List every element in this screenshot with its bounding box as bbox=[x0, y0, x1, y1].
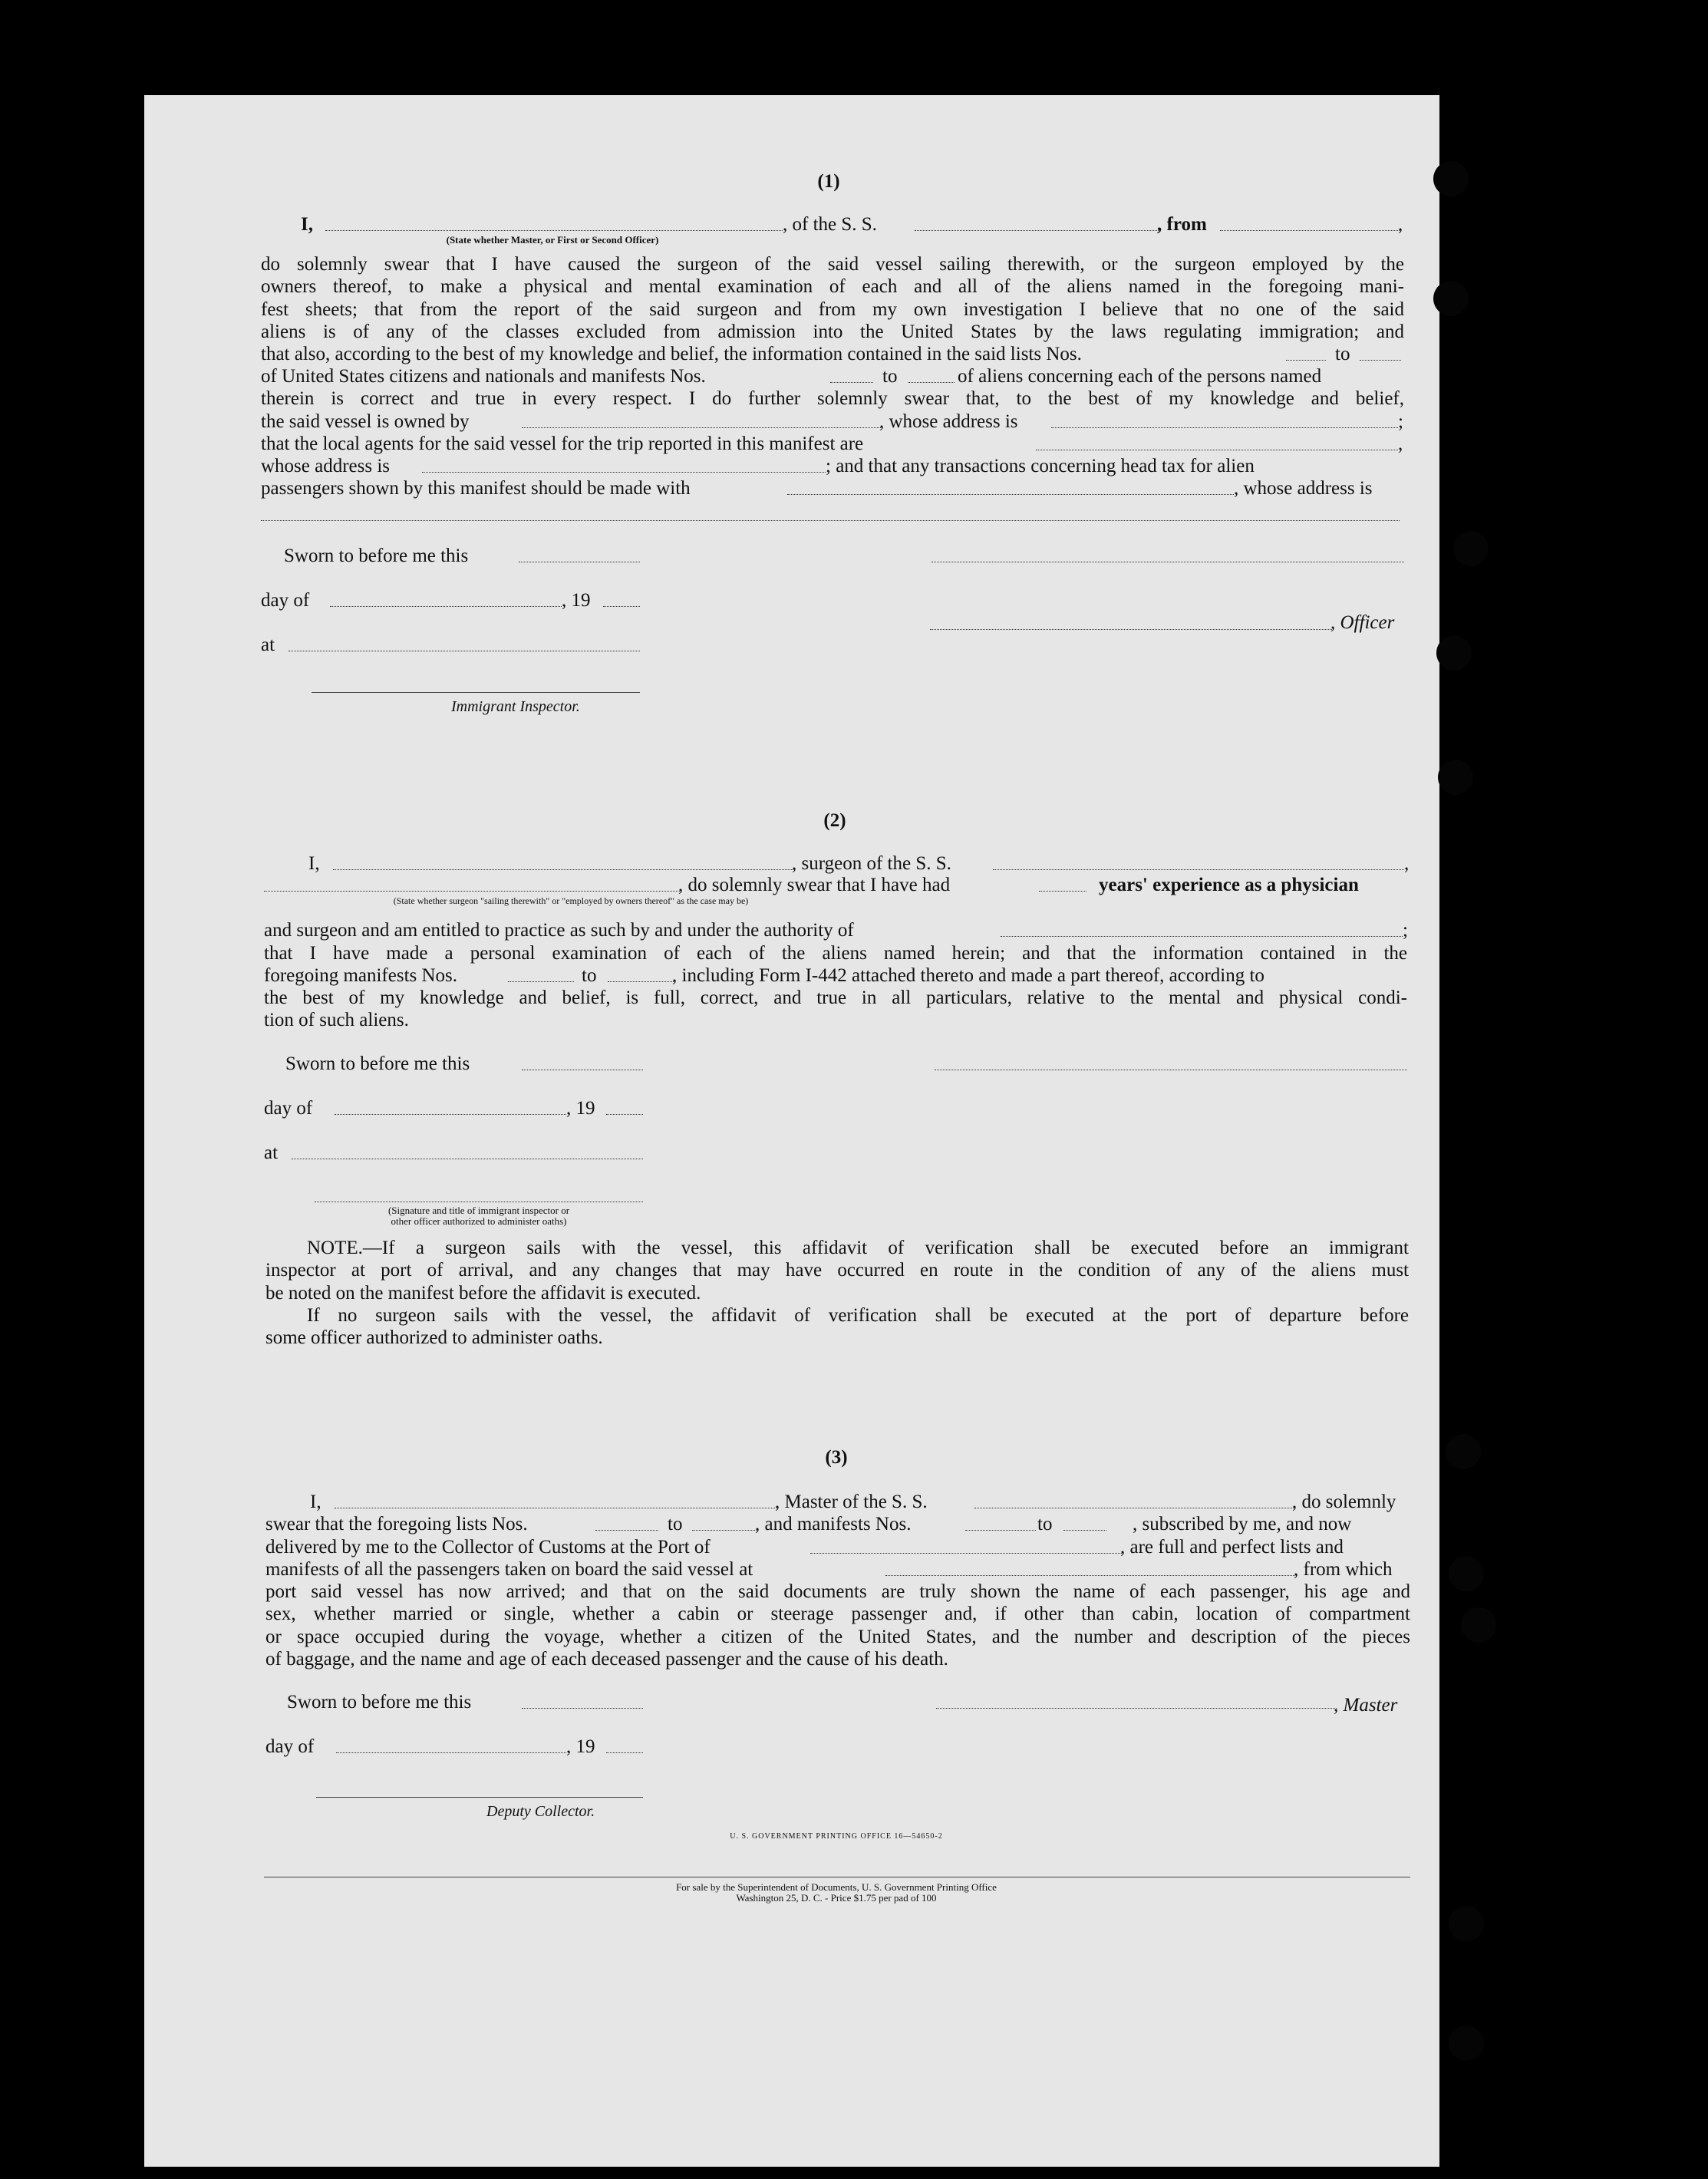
section-3-heading: (3) bbox=[825, 1447, 848, 1468]
s1-body bbox=[261, 253, 1404, 343]
s2-note-line: be noted on the manifest before the affidavit is executed. bbox=[265, 1282, 701, 1304]
s1-year: , 19 bbox=[562, 590, 591, 611]
s2-l2b: years' experience as a physician bbox=[1099, 875, 1359, 895]
s2-years-field[interactable] bbox=[1039, 891, 1086, 892]
s1-l11b: , whose address is bbox=[1234, 478, 1373, 499]
s1-officer-note: (State whether Master, or First or Second Officer) bbox=[446, 234, 659, 246]
s2-note-line: inspector at port of arrival, and any changes that may have occurred en route in the condition of any of the aliens must bbox=[265, 1260, 1409, 1281]
s1-l11a: passengers shown by this manifest should be made with bbox=[261, 478, 691, 499]
s1-lists-to-field[interactable] bbox=[1360, 360, 1401, 361]
s2-note2-line: If no surgeon sails with the vessel, the affidavit of verification shall be executed at the port of departure before bbox=[307, 1305, 1409, 1326]
s2-note-line: NOTE.—If a surgeon sails with the vessel, this affidavit of verification shall be executed before an immigrant bbox=[307, 1238, 1409, 1258]
s3-master-signature-field[interactable] bbox=[936, 1708, 1337, 1709]
s3-l3b: , are full and perfect lists and bbox=[1120, 1537, 1344, 1558]
s1-comma: , bbox=[1398, 214, 1403, 235]
s3-l2e: , subscribed by me, and now bbox=[1133, 1514, 1352, 1535]
s3-port-field[interactable] bbox=[810, 1553, 1122, 1554]
s3-line: or space occupied during the voyage, whether a citizen of the United States, and the number and description of the pieces bbox=[265, 1626, 1410, 1647]
s2-status-note: (State whether surgeon "sailing therewith" or "employed by owners thereof" as the case may be) bbox=[393, 895, 749, 906]
s1-inspector-line bbox=[312, 692, 640, 693]
s2-l5c: , including Form I-442 attached thereto and made a part thereof, according to bbox=[672, 965, 1265, 986]
s2-ship-field[interactable] bbox=[993, 869, 1404, 870]
s2-i: I, bbox=[308, 853, 320, 874]
s2-sig-note-2: other officer authorized to administer oaths) bbox=[391, 1215, 567, 1227]
s3-manifests-to-field[interactable] bbox=[1063, 1530, 1106, 1531]
s1-l10b: ; and that any transactions concerning head tax for alien bbox=[826, 456, 1255, 476]
binder-hole bbox=[1433, 161, 1469, 196]
s3-solemnly: , do solemnly bbox=[1292, 1492, 1396, 1512]
s2-l7: tion of such aliens. bbox=[264, 1010, 409, 1030]
s3-lists-to-field[interactable] bbox=[692, 1530, 757, 1531]
sale-notice-2: Washington 25, D. C. - Price $1.75 per pad of 100 bbox=[736, 1892, 937, 1904]
s1-from: , from bbox=[1157, 214, 1207, 235]
s2-comma: , bbox=[1404, 853, 1410, 874]
s2-day-field[interactable] bbox=[335, 1114, 566, 1115]
s1-officer-signature-field[interactable] bbox=[930, 629, 1334, 630]
s1-lists-from-field[interactable] bbox=[1286, 360, 1326, 361]
s3-line: sex, whether married or single, whether a cabin or steerage passenger and, if other than cabin, location of compartment bbox=[265, 1604, 1410, 1625]
binder-hole bbox=[1449, 1906, 1484, 1941]
s1-l5b: to bbox=[1335, 344, 1350, 364]
s3-embark-field[interactable] bbox=[885, 1575, 1295, 1576]
binder-hole bbox=[1461, 1607, 1496, 1643]
gpo-imprint: U. S. GOVERNMENT PRINTING OFFICE 16—54650-2 bbox=[730, 1832, 943, 1841]
s3-l2a: swear that the foregoing lists Nos. bbox=[265, 1514, 528, 1535]
section-1-heading: (1) bbox=[817, 171, 840, 192]
s3-lists-from-field[interactable] bbox=[595, 1530, 658, 1531]
s3-master-label: , Master bbox=[1334, 1695, 1398, 1716]
s1-l7: therein is correct and true in every respect. I do further solemnly swear that, to the best of my knowledge and belief, bbox=[261, 388, 1404, 409]
s3-day-field[interactable] bbox=[336, 1752, 566, 1753]
s1-l6c: of aliens concerning each of the persons named bbox=[958, 366, 1322, 387]
s1-head-tax-field[interactable] bbox=[787, 494, 1234, 495]
s1-from-field[interactable] bbox=[1220, 230, 1400, 231]
s1-l10a: whose address is bbox=[261, 456, 391, 476]
section-2-heading: (2) bbox=[823, 810, 846, 831]
s3-l4b: , from which bbox=[1294, 1559, 1393, 1580]
binder-hole bbox=[1446, 1434, 1481, 1469]
s3-deputy-label: Deputy Collector. bbox=[486, 1803, 595, 1820]
sale-notice-1: For sale by the Superintendent of Documents, U. S. Government Printing Office bbox=[676, 1881, 997, 1893]
s1-of-ss: , of the S. S. bbox=[783, 214, 877, 235]
s2-l5b: to bbox=[582, 965, 597, 986]
s3-master-of: , Master of the S. S. bbox=[775, 1492, 928, 1512]
s2-at: at bbox=[264, 1142, 279, 1163]
s1-manifests-from-field[interactable] bbox=[830, 382, 873, 383]
s2-sig-note-1: (Signature and title of immigrant inspector or bbox=[387, 1205, 570, 1216]
s1-head-tax-address-field[interactable] bbox=[261, 520, 1400, 521]
s3-sworn: Sworn to before me this bbox=[287, 1692, 472, 1713]
s2-l3b: ; bbox=[1403, 920, 1408, 941]
binder-hole bbox=[1433, 281, 1469, 316]
s3-i: I, bbox=[310, 1492, 321, 1512]
s2-l5a: foregoing manifests Nos. bbox=[264, 965, 458, 986]
s2-note bbox=[265, 1237, 1409, 1304]
s2-manifests-from-field[interactable] bbox=[508, 981, 574, 982]
s1-ship-field[interactable] bbox=[915, 230, 1159, 231]
s3-l2b: to bbox=[668, 1514, 683, 1535]
s3-line: of baggage, and the name and age of each deceased passenger and the cause of his death. bbox=[265, 1648, 948, 1670]
s3-l3a: delivered by me to the Collector of Customs at the Port of bbox=[265, 1537, 711, 1558]
s1-officer-label: , Officer bbox=[1330, 612, 1395, 633]
s2-manifests-to-field[interactable] bbox=[608, 981, 674, 982]
s3-line: port said vessel has now arrived; and that on the said documents are truly shown the name of each passenger, his age and bbox=[265, 1581, 1410, 1602]
binder-hole bbox=[1449, 2026, 1484, 2061]
s2-l6: the best of my knowledge and belief, is full, correct, and true in all particulars, relative to the mental and physical condi- bbox=[264, 987, 1407, 1008]
s2-name-field[interactable] bbox=[333, 869, 793, 870]
binder-hole bbox=[1449, 1556, 1484, 1591]
s1-l9b: , bbox=[1398, 433, 1403, 454]
s3-manifests-from-field[interactable] bbox=[965, 1530, 1036, 1531]
s3-l2c: , and manifests Nos. bbox=[755, 1514, 912, 1535]
s1-day-of: day of bbox=[261, 590, 310, 611]
s2-l2a: , do solemnly swear that I have had bbox=[678, 875, 951, 895]
s2-year: , 19 bbox=[566, 1098, 595, 1119]
binder-hole bbox=[1438, 760, 1473, 795]
s1-line: aliens is of any of the classes excluded from admission into the United States by the laws regulating immigration; and bbox=[261, 321, 1404, 342]
s2-year-field[interactable] bbox=[606, 1114, 643, 1115]
s2-authority-field[interactable] bbox=[1001, 936, 1403, 937]
s1-inspector-label: Immigrant Inspector. bbox=[451, 698, 580, 715]
s2-note-2 bbox=[265, 1304, 1409, 1350]
s2-surgeon-of: , surgeon of the S. S. bbox=[792, 853, 951, 874]
s2-status-field[interactable] bbox=[264, 891, 680, 892]
s1-year-field[interactable] bbox=[603, 606, 640, 607]
s2-sworn: Sworn to before me this bbox=[285, 1053, 470, 1074]
s1-manifests-to-field[interactable] bbox=[908, 382, 955, 383]
s2-day-of: day of bbox=[264, 1098, 313, 1119]
s2-l4: that I have made a personal examination of each of the aliens named herein; and that the information contained in the bbox=[264, 943, 1407, 964]
s1-l9a: that the local agents for the said vessel for the trip reported in this manifest are bbox=[261, 433, 864, 454]
s1-l6b: to bbox=[882, 366, 898, 387]
s1-l8b: , whose address is bbox=[879, 411, 1018, 432]
s1-i: I, bbox=[301, 214, 313, 235]
s1-line: owners thereof, to make a physical and mental examination of each and all of the aliens named in the foregoing mani- bbox=[261, 276, 1404, 298]
s1-l6a: of United States citizens and nationals and manifests Nos. bbox=[261, 366, 706, 387]
s2-note2-line: some officer authorized to administer oaths. bbox=[265, 1327, 603, 1349]
s1-owner-address-field[interactable] bbox=[1051, 427, 1398, 428]
s3-sworn-field[interactable] bbox=[522, 1708, 643, 1709]
s1-l8c: ; bbox=[1398, 411, 1403, 432]
s1-day-field[interactable] bbox=[330, 606, 562, 607]
binder-hole bbox=[1436, 635, 1472, 671]
s3-year-field[interactable] bbox=[606, 1752, 643, 1753]
s3-l4a: manifests of all the passengers taken on board the said vessel at bbox=[265, 1559, 753, 1580]
s1-at: at bbox=[261, 635, 275, 655]
s3-body bbox=[265, 1581, 1410, 1670]
s1-agents-address-field[interactable] bbox=[422, 472, 826, 473]
s1-line: fest sheets; that from the report of the said surgeon and from my own investigation I believe that no one of the said bbox=[261, 298, 1404, 320]
s3-year: , 19 bbox=[566, 1736, 595, 1757]
s1-l5a: that also, according to the best of my knowledge and belief, the information contained in the said lists Nos. bbox=[261, 344, 1082, 364]
s1-line: do solemnly swear that I have caused the surgeon of the said vessel sailing therewith, or the surgeon employed by the bbox=[261, 254, 1404, 275]
s3-deputy-line bbox=[316, 1797, 643, 1798]
s1-sworn: Sworn to before me this bbox=[284, 546, 469, 566]
s1-l8a: the said vessel is owned by bbox=[261, 411, 470, 432]
s1-officer-field[interactable] bbox=[325, 230, 783, 231]
s1-owner-field[interactable] bbox=[522, 427, 881, 428]
s3-l2d: to bbox=[1037, 1514, 1053, 1535]
s3-day-of: day of bbox=[265, 1736, 315, 1757]
binder-hole bbox=[1453, 531, 1489, 566]
s2-l3a: and surgeon and am entitled to practice as such by and under the authority of bbox=[264, 920, 854, 941]
